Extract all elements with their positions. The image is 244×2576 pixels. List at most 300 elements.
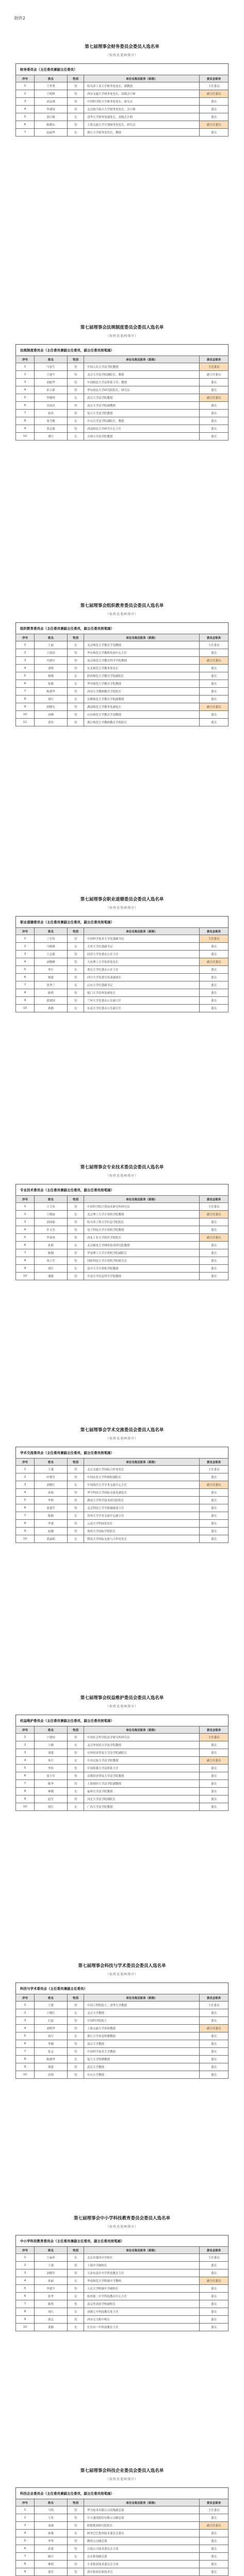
table-row — [16, 951, 229, 958]
member-role: 委员 — [200, 2537, 229, 2545]
column-header: 性别 — [68, 2499, 84, 2506]
member-gender: 男 — [68, 2545, 84, 2553]
column-header: 序号 — [16, 1726, 35, 1734]
member-gender: 男 — [68, 2071, 84, 2079]
member-gender: 女 — [68, 2056, 84, 2063]
member-gender: 男 — [68, 2040, 84, 2048]
member-role: 委员 — [200, 981, 229, 989]
table-row — [16, 665, 229, 672]
member-gender: 男 — [68, 2025, 84, 2032]
row-index: 9 — [16, 703, 35, 711]
member-name: 朱红 — [35, 1757, 68, 1765]
member-role: 委员 — [200, 974, 229, 981]
table-row — [16, 1803, 229, 1811]
member-name: 张敏 — [35, 680, 68, 688]
member-unit: 东北师范大学教务处处长 — [84, 665, 200, 672]
member-role: 委员 — [200, 672, 229, 680]
member-unit: 中国海洋大学学术交流中心主任 — [84, 1481, 200, 1489]
member-gender: 女 — [68, 1757, 84, 1765]
row-index: 7 — [16, 2300, 35, 2308]
member-unit: 华中师范大学教育学院教授 — [84, 680, 200, 688]
member-role: 委员 — [200, 2561, 229, 2568]
table-row — [16, 2553, 229, 2561]
column-header: 姓名 — [35, 1196, 68, 1203]
member-gender: 男 — [68, 2300, 84, 2308]
column-header: 性别 — [68, 1726, 84, 1734]
member-role: 委员 — [200, 2300, 229, 2308]
member-name: 陈晓东 — [35, 121, 68, 129]
table-row — [16, 417, 229, 425]
member-role: 副主任委员 — [200, 1481, 229, 1489]
member-name: 刘明 — [35, 665, 68, 672]
member-unit: 杭州第二中学科技教育中心主任 — [84, 2293, 200, 2300]
table-row — [16, 2568, 229, 2576]
member-name: 郑红 — [35, 696, 68, 703]
committee-name: 组织教育委员会（主任委员兼副主任委员，副主任委员按笔画） — [15, 622, 229, 634]
member-role: 委员 — [200, 2530, 229, 2537]
member-unit: 四川大学党委宣传部副部长 — [84, 974, 200, 981]
table-row — [16, 2506, 229, 2514]
row-index: 9 — [16, 425, 35, 433]
row-index: 3 — [16, 2522, 35, 2530]
member-gender: 男 — [68, 106, 84, 113]
member-unit: 浙江大学求是特聘教授 — [84, 2032, 200, 2040]
member-role: 主任委员 — [200, 2002, 229, 2009]
committee-name: 法规制度委员会（主任委员兼副主任委员，副主任委员按笔画） — [15, 344, 229, 355]
member-role: 委员 — [200, 2308, 229, 2316]
row-index: 1 — [16, 1203, 35, 1211]
section-title: 第七届理事会组织教育委员会委员人选名单 — [80, 603, 164, 608]
row-index: 6 — [16, 974, 35, 981]
member-gender: 女 — [68, 2530, 84, 2537]
committee-section — [15, 325, 229, 440]
member-role: 委员 — [200, 2048, 229, 2056]
table-row — [16, 1749, 229, 1757]
row-index: 5 — [16, 113, 35, 121]
member-role: 委员 — [200, 1535, 229, 1543]
member-name: 刘晓红 — [35, 1481, 68, 1489]
member-role: 副主任委员 — [200, 958, 229, 966]
committee-section — [15, 1427, 229, 1543]
table-row — [16, 2262, 229, 2269]
member-name: 孙海 — [35, 1489, 68, 1497]
member-name: 黄志强 — [35, 425, 68, 433]
row-index: 8 — [16, 417, 35, 425]
row-index: 10 — [16, 433, 35, 440]
table-row — [16, 1528, 229, 1535]
member-name: 曹红 — [35, 433, 68, 440]
member-name: 孙红 — [35, 2032, 68, 2040]
row-index: 2 — [16, 2262, 35, 2269]
member-unit: 海尔集团首席技术官 — [84, 2568, 200, 2576]
member-role: 委员 — [200, 1226, 229, 1234]
member-name: 陈明 — [35, 989, 68, 997]
member-gender: 男 — [68, 2568, 84, 2576]
member-role: 委员 — [200, 2285, 229, 2293]
member-unit: 对外经济贸易大学法学院副院长 — [84, 1749, 200, 1757]
member-gender: 男 — [68, 2506, 84, 2514]
member-name: 王海涛 — [35, 649, 68, 657]
member-name: 刘建 — [35, 1749, 68, 1757]
member-unit: 首都师范大学教育学院副教授 — [84, 696, 200, 703]
column-header: 委员会职务 — [200, 634, 229, 641]
section-subtitle: （按姓氏笔画排序） — [105, 1174, 138, 1178]
table-row — [16, 2277, 229, 2285]
member-role: 主任委员 — [200, 935, 229, 943]
column-header: 姓名 — [35, 2247, 68, 2254]
member-gender: 男 — [68, 386, 84, 394]
member-name: 王丽萍 — [35, 2254, 68, 2262]
table-row — [16, 98, 229, 106]
member-unit: 西北工业大学软件学院院长 — [84, 1234, 200, 1242]
table-row — [16, 425, 229, 433]
member-unit: 中国科学技术大学党委副书记 — [84, 935, 200, 943]
member-role: 委员 — [200, 433, 229, 440]
row-index: 8 — [16, 1257, 35, 1265]
member-unit: 郑州大学国际学院院长 — [84, 1528, 200, 1535]
member-name: 张莉 — [35, 1242, 68, 1249]
row-index: 10 — [16, 1803, 35, 1811]
table-row — [16, 2530, 229, 2537]
member-gender: 男 — [68, 363, 84, 371]
member-name: 李晓明 — [35, 394, 68, 402]
member-gender: 男 — [68, 2316, 84, 2324]
member-name: 郭建国 — [35, 997, 68, 1005]
row-index: 3 — [16, 1218, 35, 1226]
member-gender: 女 — [68, 966, 84, 974]
section-subtitle: （按姓氏笔画排序） — [105, 1973, 138, 1976]
member-gender: 男 — [68, 1257, 84, 1265]
committee-name: 科技与学术委员会（主任委员兼副主任委员） — [15, 1982, 229, 1994]
member-role: 委员 — [200, 2269, 229, 2277]
member-unit: 成都七中科技教育处主任 — [84, 2308, 200, 2316]
member-gender: 男 — [68, 2017, 84, 2025]
column-header: 单位名称及职务（职称） — [84, 75, 200, 82]
member-unit: 上海交通大学计划财务处处长、研究员 — [84, 121, 200, 129]
member-name: 赵军 — [35, 1795, 68, 1803]
section-subtitle: （按姓氏笔画排序） — [105, 54, 138, 57]
member-role: 主任委员 — [200, 1203, 229, 1211]
table-row — [16, 113, 229, 121]
row-index: 2 — [16, 1211, 35, 1218]
table-row — [16, 2056, 229, 2063]
column-header: 序号 — [16, 356, 35, 363]
member-role: 委员 — [200, 2568, 229, 2576]
member-role: 副主任委员 — [200, 1234, 229, 1242]
member-unit: 北京大学法学院副院长、教授 — [84, 371, 200, 379]
member-role: 委员 — [200, 2071, 229, 2079]
row-index: 7 — [16, 2553, 35, 2561]
member-unit: 兰州大学党委办公室副主任 — [84, 997, 200, 1005]
column-header: 单位名称及职务（职称） — [84, 1726, 200, 1734]
member-name: 罗强 — [35, 1520, 68, 1528]
member-gender: 男 — [68, 410, 84, 417]
member-unit: 福州大学法学院教授 — [84, 1788, 200, 1795]
column-header: 序号 — [16, 1459, 35, 1466]
member-role: 主任委员 — [200, 641, 229, 649]
table-row — [16, 1005, 229, 1012]
member-gender: 女 — [68, 1211, 84, 1218]
column-header: 单位名称及职务（职称） — [84, 928, 200, 935]
member-table — [15, 1726, 229, 1811]
table-row — [16, 1765, 229, 1772]
section-title: 第七届理事会科技与学术委员会委员人选名单 — [78, 1963, 166, 1969]
member-gender: 女 — [68, 1005, 84, 1012]
attachment-label: 附件2 — [14, 16, 26, 21]
table-row — [16, 1489, 229, 1497]
table-row — [16, 981, 229, 989]
committee-section — [15, 1963, 229, 2079]
member-unit: 华为技术有限公司高级副总裁 — [84, 2506, 200, 2514]
member-gender: 女 — [68, 433, 84, 440]
column-header: 委员会职务 — [200, 356, 229, 363]
member-gender: 男 — [68, 997, 84, 1005]
column-header: 姓名 — [35, 1994, 68, 2002]
member-role: 委员 — [200, 402, 229, 410]
member-name: 李红 — [35, 966, 68, 974]
row-index: 8 — [16, 2561, 35, 2568]
member-name: 张建 — [35, 2545, 68, 2553]
member-name: 马明 — [35, 2506, 68, 2514]
member-unit: 广西大学法学院教授 — [84, 1803, 200, 1811]
member-gender: 男 — [68, 1273, 84, 1280]
member-role: 委员 — [200, 2514, 229, 2522]
member-role: 委员 — [200, 2056, 229, 2063]
member-name: 王丽 — [35, 641, 68, 649]
member-gender: 女 — [68, 394, 84, 402]
member-unit: 重庆大学纪委办公室主任 — [84, 966, 200, 974]
section-title: 第七届理事会职业道德委员会委员人选名单 — [80, 897, 164, 902]
member-unit: 北京大学教授 — [84, 2009, 200, 2017]
member-name: 刘晓峰 — [35, 958, 68, 966]
member-name: 刘晓军 — [35, 2269, 68, 2277]
row-index: 2 — [16, 649, 35, 657]
member-role: 委员 — [200, 98, 229, 106]
member-role: 主任委员 — [200, 2254, 229, 2262]
member-role: 委员 — [200, 410, 229, 417]
member-role: 委员 — [200, 1489, 229, 1497]
member-role: 委员 — [200, 1780, 229, 1788]
member-role: 主任委员 — [200, 82, 229, 90]
member-gender: 男 — [68, 711, 84, 719]
member-gender: 女 — [68, 417, 84, 425]
member-role: 委员 — [200, 1803, 229, 1811]
member-role: 委员 — [200, 966, 229, 974]
row-index: 6 — [16, 2293, 35, 2300]
table-row — [16, 1273, 229, 1280]
member-role: 委员 — [200, 1772, 229, 1780]
member-gender: 男 — [68, 958, 84, 966]
member-role: 委员 — [200, 989, 229, 997]
row-index: 5 — [16, 2032, 35, 2040]
member-name: 刘志刚 — [35, 98, 68, 106]
table-row — [16, 2017, 229, 2025]
member-name: 孙丽 — [35, 2277, 68, 2285]
column-header: 性别 — [68, 1994, 84, 2002]
section-subtitle: （按姓氏笔画排序） — [105, 2225, 138, 2229]
member-gender: 男 — [68, 1734, 84, 1741]
member-name: 于建国 — [35, 1734, 68, 1741]
member-unit: 东南大学纪委办公室副主任 — [84, 1005, 200, 1012]
member-unit: 北京邮电大学网络技术研究院教授 — [84, 1242, 200, 1249]
member-gender: 男 — [68, 1520, 84, 1528]
member-table — [15, 2246, 229, 2331]
member-gender: 女 — [68, 641, 84, 649]
member-role: 委员 — [200, 943, 229, 951]
table-row — [16, 2048, 229, 2056]
member-unit: 西南政法大学研究中心主任 — [84, 425, 200, 433]
table-row — [16, 1520, 229, 1528]
row-index: 1 — [16, 363, 35, 371]
table-header-row — [16, 1196, 229, 1203]
row-index: 6 — [16, 680, 35, 688]
row-index: 6 — [16, 2545, 35, 2553]
row-index: 3 — [16, 379, 35, 386]
member-gender: 女 — [68, 2553, 84, 2561]
member-role: 委员 — [200, 2009, 229, 2017]
member-table — [15, 634, 229, 726]
member-table — [15, 927, 229, 1012]
table-row — [16, 680, 229, 688]
member-name: 王建 — [35, 2002, 68, 2009]
row-index: 3 — [16, 657, 35, 665]
table-row — [16, 1741, 229, 1749]
member-gender: 女 — [68, 981, 84, 989]
member-unit: 复旦大学特聘教授 — [84, 2056, 200, 2063]
table-row — [16, 1788, 229, 1795]
member-unit: 西安交通大学财务处处长、高级会计师 — [84, 90, 200, 98]
member-name: 李春明 — [35, 1234, 68, 1242]
member-unit: 中国科学院计算技术研究所研究员 — [84, 1203, 200, 1211]
member-unit: 中国传媒大学法律系主任 — [84, 1765, 200, 1772]
table-row — [16, 719, 229, 726]
member-unit: 复旦大学法学院教授 — [84, 410, 200, 417]
row-index: 6 — [16, 1242, 35, 1249]
row-index: 7 — [16, 129, 35, 137]
row-index: 9 — [16, 1528, 35, 1535]
member-table — [15, 2499, 229, 2576]
column-header: 性别 — [68, 928, 84, 935]
table-row — [16, 129, 229, 137]
table-row — [16, 1497, 229, 1504]
committee-name: 职业道德委员会（主任委员兼副主任委员，副主任委员按笔画） — [15, 916, 229, 927]
table-header-row — [16, 1459, 229, 1466]
member-name: 郑建 — [35, 2063, 68, 2071]
table-row — [16, 1249, 229, 1257]
member-role: 副主任委员 — [200, 371, 229, 379]
column-header: 序号 — [16, 928, 35, 935]
row-index: 4 — [16, 2277, 35, 2285]
committee-name: 科技企业委员会（主任委员兼副主任委员，副主任委员按笔画） — [15, 2487, 229, 2499]
member-unit: 南京外国语学校副校长 — [84, 2300, 200, 2308]
table-row — [16, 1234, 229, 1242]
member-name: 黄丽娟 — [35, 1535, 68, 1543]
row-index: 4 — [16, 386, 35, 394]
member-role: 委员 — [200, 711, 229, 719]
column-header: 姓名 — [35, 1726, 68, 1734]
row-index: 3 — [16, 1749, 35, 1757]
row-index: 4 — [16, 1757, 35, 1765]
column-header: 性别 — [68, 2247, 84, 2254]
column-header: 单位名称及职务（职称） — [84, 2247, 200, 2254]
section-title: 第七届理事会专业技术委员会委员人选名单 — [80, 1165, 164, 1170]
member-name: 陈华 — [35, 1780, 68, 1788]
column-header: 性别 — [68, 1459, 84, 1466]
table-row — [16, 2002, 229, 2009]
member-unit: 北京外国语大学法学院教授 — [84, 1741, 200, 1749]
column-header: 单位名称及职务（职称） — [84, 2499, 200, 2506]
row-index: 6 — [16, 402, 35, 410]
member-gender: 女 — [68, 1512, 84, 1520]
column-header: 序号 — [16, 75, 35, 82]
section-subtitle: （按姓氏笔画排序） — [105, 613, 138, 616]
member-gender: 男 — [68, 649, 84, 657]
column-header: 性别 — [68, 634, 84, 641]
member-gender: 男 — [68, 2063, 84, 2071]
member-unit: 哈尔滨工程大学信息学院院长 — [84, 1218, 200, 1226]
column-header: 性别 — [68, 1196, 84, 1203]
member-role: 副主任委员 — [200, 703, 229, 711]
table-row — [16, 1473, 229, 1481]
column-header: 姓名 — [35, 928, 68, 935]
member-role: 委员 — [200, 649, 229, 657]
column-header: 委员会职务 — [200, 75, 229, 82]
table-header-row — [16, 75, 229, 82]
row-index: 1 — [16, 1734, 35, 1741]
table-row — [16, 2545, 229, 2553]
member-role: 委员 — [200, 379, 229, 386]
member-unit: 北京理工大学计算机学院教授 — [84, 1211, 200, 1218]
column-header: 序号 — [16, 2247, 35, 2254]
member-gender: 女 — [68, 943, 84, 951]
row-index: 2 — [16, 2514, 35, 2522]
member-unit: 长沙市一中科技教育主任 — [84, 2324, 200, 2331]
table-row — [16, 657, 229, 665]
section-title: 第七届理事会财务委员会委员人选名单 — [85, 44, 159, 49]
member-unit: 山东师范大学教育学部教授 — [84, 711, 200, 719]
row-index: 1 — [16, 1466, 35, 1473]
member-role: 委员 — [200, 951, 229, 958]
member-gender: 男 — [68, 1203, 84, 1211]
member-gender: 女 — [68, 129, 84, 137]
section-subtitle: （按姓氏笔画排序） — [105, 1437, 138, 1440]
table-row — [16, 2032, 229, 2040]
member-gender: 男 — [68, 82, 84, 90]
member-role: 委员 — [200, 1273, 229, 1280]
table-row — [16, 2316, 229, 2324]
column-header: 姓名 — [35, 634, 68, 641]
member-name: 杨晓 — [35, 672, 68, 680]
table-row — [16, 974, 229, 981]
member-unit: 山东大学纪委副书记 — [84, 981, 200, 989]
member-gender: 男 — [68, 703, 84, 711]
table-row — [16, 363, 229, 371]
member-role: 委员 — [200, 2324, 229, 2331]
section-subtitle: （按姓氏笔画排序） — [105, 1705, 138, 1708]
table-header-row — [16, 2499, 229, 2506]
table-row — [16, 1226, 229, 1234]
member-gender: 男 — [68, 98, 84, 106]
member-unit: 上海交通大学讲席教授 — [84, 2025, 200, 2032]
table-row — [16, 2071, 229, 2079]
row-index: 4 — [16, 2025, 35, 2032]
member-name: 高明 — [35, 2071, 68, 2079]
table-header-row — [16, 928, 229, 935]
member-unit: 电子科技大学计算机学院教授 — [84, 1226, 200, 1234]
member-unit: 云南大学科技处处长 — [84, 1520, 200, 1528]
row-index: 7 — [16, 1249, 35, 1257]
member-gender: 男 — [68, 1528, 84, 1535]
